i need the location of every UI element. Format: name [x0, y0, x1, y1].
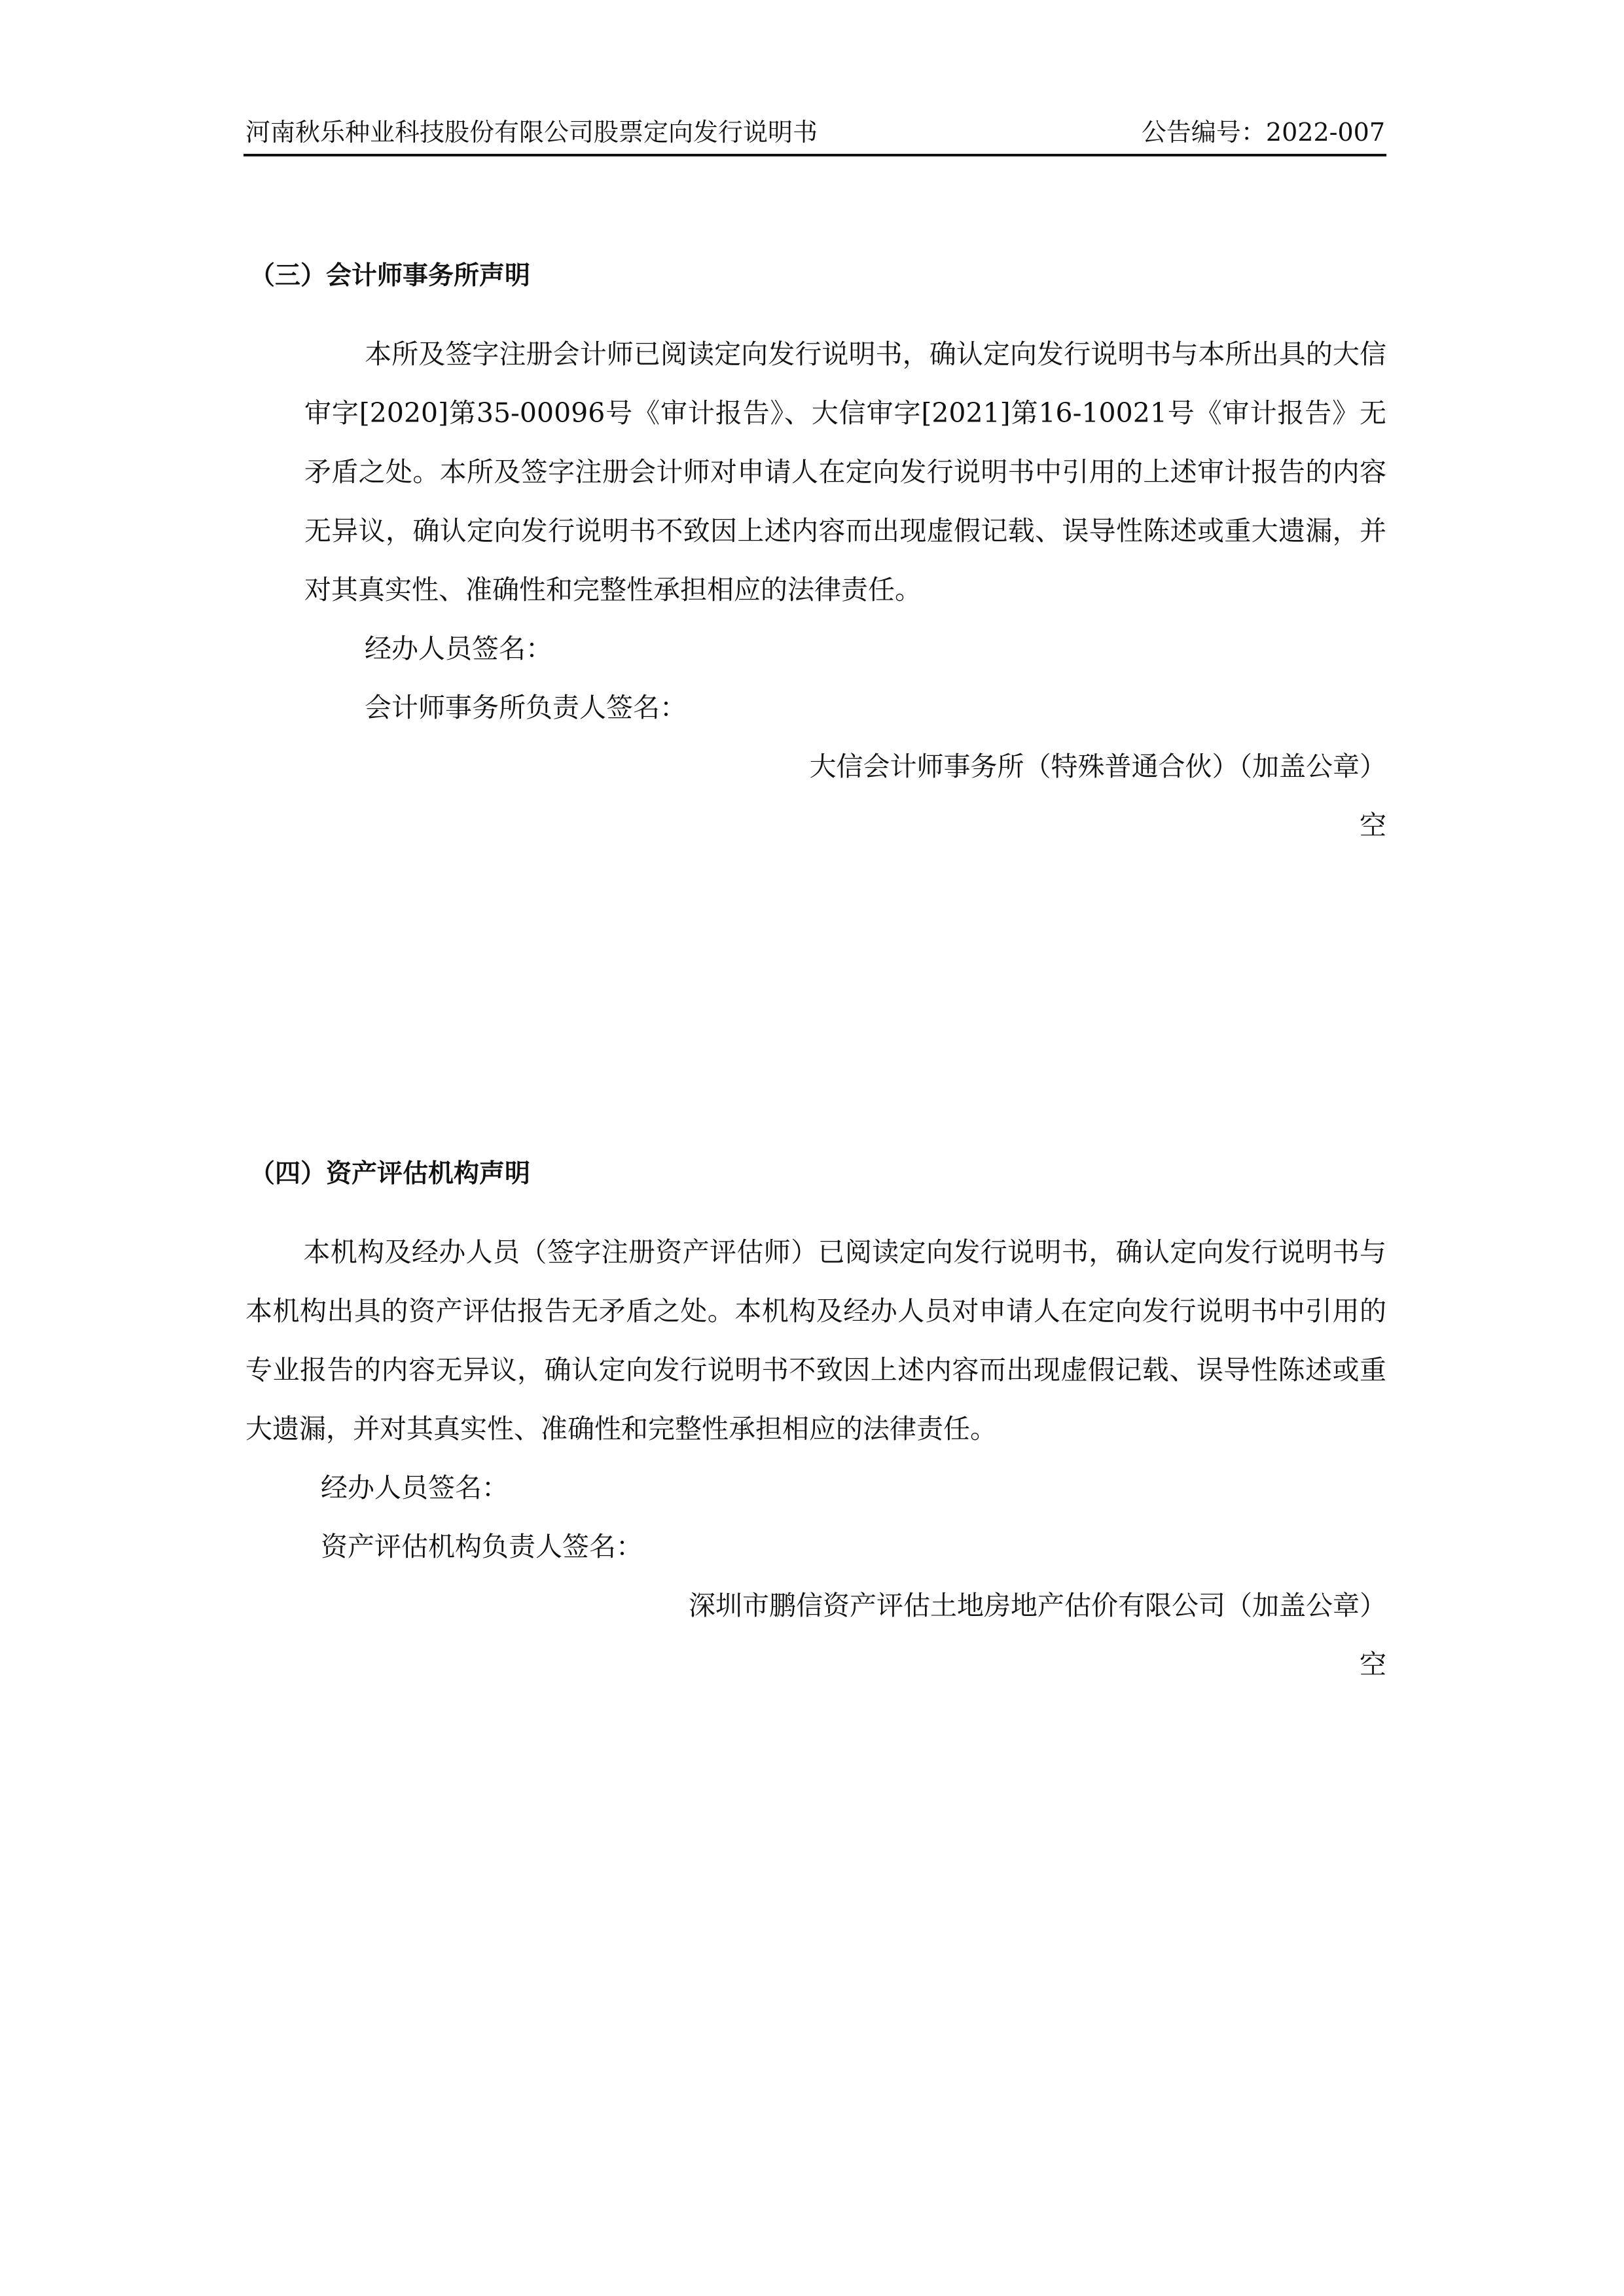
appraisal-blank-mark: 空: [1360, 1649, 1386, 1680]
appraisal-statement-text: 本机构及经办人员（签字注册资产评估师）已阅读定向发行说明书，确认定向发行说明书与本机构出具的资产评估报告无矛盾之处。本机构及经办人员对申请人在定向发行说明书中引用的专业报告的内容无异议，确认定向发行说明书不致因上述内容而出现虚假记载、误导性陈述或重大遗漏，并对其真实性、准确性和完整性承担相应的法律责任。: [245, 1236, 1386, 1444]
announcement-number: 公告编号：2022-007: [1141, 118, 1385, 147]
document-title: 河南秋乐种业科技股份有限公司股票定向发行说明书: [245, 118, 818, 147]
accounting-leader-signature: 会计师事务所负责人签名：: [365, 692, 687, 723]
accounting-blank-mark: 空: [1360, 810, 1386, 841]
accounting-firm-seal: 大信会计师事务所（特殊普通合伙）（加盖公章）: [809, 751, 1386, 782]
appraisal-statement-paragraph: [245, 1223, 1386, 1458]
header-divider: [244, 154, 1386, 156]
accounting-handler-signature: 经办人员签名：: [365, 633, 552, 664]
appraisal-firm-seal: 深圳市鹏信资产评估土地房地产估价有限公司（加盖公章）: [689, 1590, 1386, 1621]
appraisal-institution-statement: [245, 1155, 1386, 1694]
accounting-firm-statement: [245, 257, 1386, 855]
appraisal-leader-signature: 资产评估机构负责人签名：: [321, 1531, 643, 1562]
section-title-accounting: （三）会计师事务所声明: [249, 261, 531, 291]
appraisal-handler-signature: 经办人员签名：: [321, 1472, 509, 1503]
accounting-statement-paragraph: [245, 325, 1386, 619]
section-title-appraisal: （四）资产评估机构声明: [249, 1159, 531, 1189]
accounting-statement-text: 本所及签字注册会计师已阅读定向发行说明书，确认定向发行说明书与本所出具的大信审字[2020]第35-00096号《审计报告》、大信审字[2021]第16-10021号《审计报告》无矛盾之处。本所及签字注册会计师对申请人在定向发行说明书中引用的上述审计报告的内容无异议，确认定向发行说明书不致因上述内容而出现虚假记载、误导性陈述或重大遗漏，并对其真实性、准确性和完整性承担相应的法律责任。: [304, 338, 1386, 605]
